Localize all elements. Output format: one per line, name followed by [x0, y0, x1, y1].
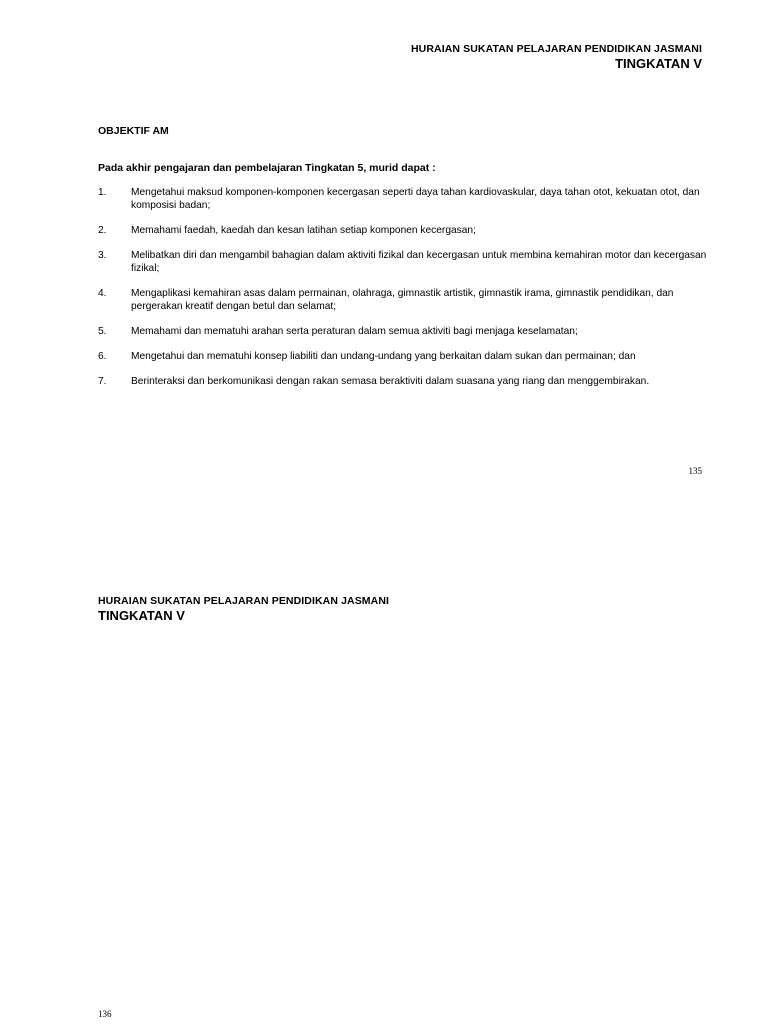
objective-number: 2.: [98, 225, 107, 236]
objective-item: [98, 224, 708, 237]
objective-number: 1.: [98, 187, 107, 198]
page-header: [411, 42, 702, 72]
objective-item: [98, 375, 708, 388]
objective-text: Melibatkan diri dan mengambil bahagian dalam aktiviti fizikal dan kecergasan untuk membina kemahiran motor dan kecergasan fizikal;: [131, 250, 707, 274]
objective-text: Mengetahui maksud komponen-komponen kecergasan seperti daya tahan kardiovaskular, daya tahan otot, kekuatan otot, dan komposisi badan;: [131, 187, 700, 211]
page-number: 135: [688, 466, 702, 476]
objective-item: [98, 350, 708, 363]
objective-text: Mengetahui dan mematuhi konsep liabiliti dan undang-undang yang berkaitan dalam sukan dan permainan; dan: [131, 351, 636, 362]
intro-text: Pada akhir pengajaran dan pembelajaran Tingkatan 5, murid dapat :: [98, 162, 436, 174]
header-title: TINGKATAN V: [615, 56, 702, 71]
objective-text: Mengaplikasi kemahiran asas dalam permainan, olahraga, gimnastik artistik, gimnastik irama, gimnastik pendidikan, dan pergerakan kreatif dengan betul dan selamat;: [131, 288, 674, 312]
objective-item: [98, 287, 708, 313]
objective-text: Memahami dan mematuhi arahan serta peraturan dalam semua aktiviti bagi menjaga keselamatan;: [131, 326, 578, 337]
header-title: TINGKATAN V: [98, 608, 185, 623]
objective-number: 6.: [98, 351, 107, 362]
objective-text: Memahami faedah, kaedah dan kesan latihan setiap komponen kecergasan;: [131, 225, 476, 236]
objective-number: 5.: [98, 326, 107, 337]
objective-item: [98, 186, 708, 212]
header-subtitle: HURAIAN SUKATAN PELAJARAN PENDIDIKAN JASMANI: [410, 43, 702, 55]
document-page-136: [0, 512, 768, 1024]
objective-number: 7.: [98, 376, 107, 387]
objective-number: 4.: [98, 288, 107, 299]
objective-item: [98, 249, 708, 275]
objectives-list: [98, 186, 708, 400]
section-heading: OBJEKTIF AM: [98, 125, 169, 137]
page-header: [98, 594, 389, 624]
page-number: 136: [98, 1009, 112, 1019]
header-subtitle: HURAIAN SUKATAN PELAJARAN PENDIDIKAN JASMANI: [98, 595, 390, 607]
objective-number: 3.: [98, 250, 107, 261]
objective-text: Berinteraksi dan berkomunikasi dengan rakan semasa beraktiviti dalam suasana yang riang dan menggembirakan.: [131, 376, 650, 387]
objective-item: [98, 325, 708, 338]
